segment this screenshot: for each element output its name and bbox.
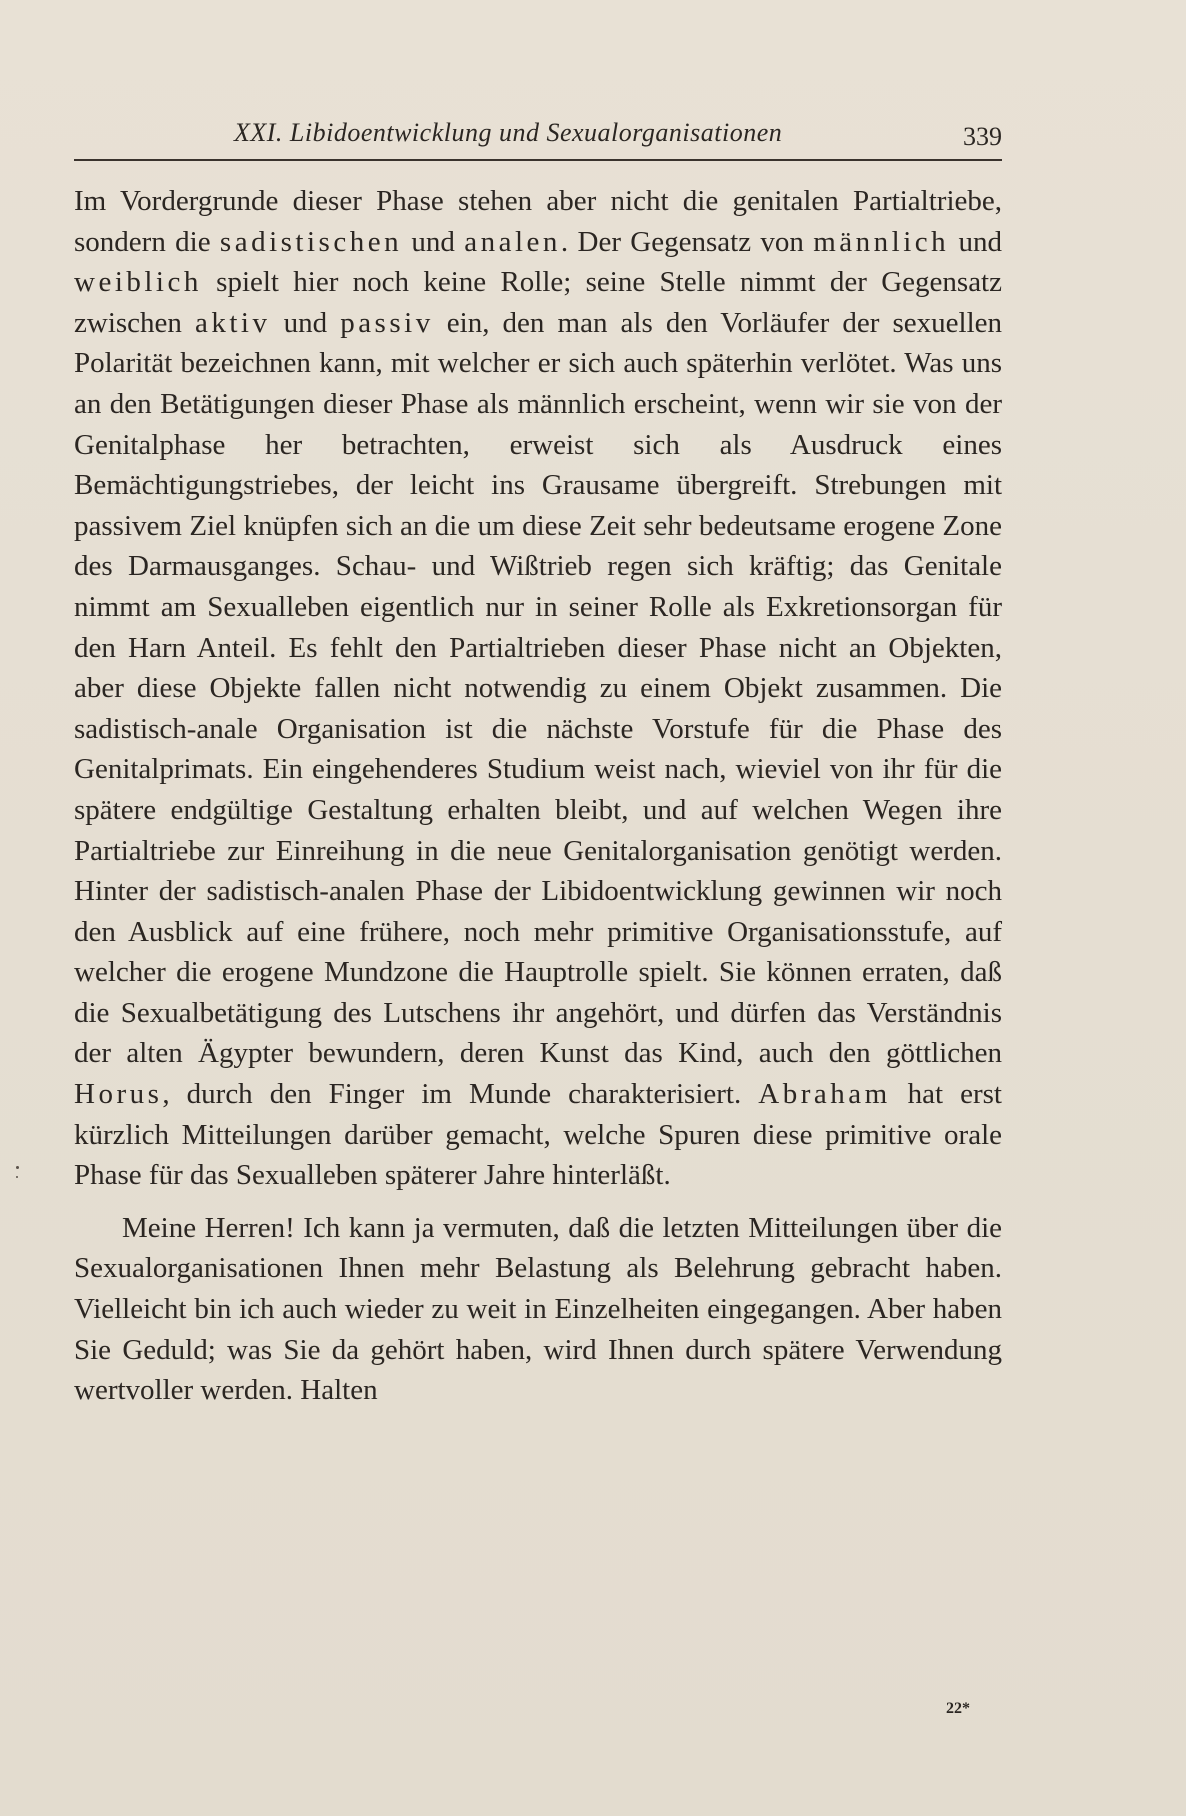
signature-mark: 22* (946, 1700, 970, 1717)
emphasis-maennlich: männlich (813, 225, 950, 258)
paragraph-2: Meine Herren! Ich kann ja vermuten, daß die letzten Mitteilungen über die Sexualorganisationen Ihnen mehr Belastung als Belehrung gebracht haben. Vielleicht bin ich auch wieder zu weit in Einzelheiten eingegangen. Aber haben Sie Geduld; was Sie da gehört haben, wird Ihnen durch spätere Verwendung wertvoller werden. Halten (74, 1211, 1002, 1407)
page-number: 339 (963, 122, 1002, 151)
emphasis-passiv: passiv (340, 306, 434, 339)
emphasis-sadistischen: sadistischen (219, 225, 403, 258)
text-run: Im Vordergrunde dieser Phase stehen aber nicht die genitalen Partialtriebe, sondern die (74, 185, 1002, 258)
text-run: und (270, 306, 341, 339)
text-run: und (949, 225, 1003, 258)
header-rule (74, 159, 1002, 161)
text-run: . Der Gegensatz von (560, 225, 814, 258)
emphasis-aktiv: aktiv (195, 306, 271, 339)
page-header (74, 118, 1002, 158)
body-text (74, 181, 1002, 1411)
text-run: , durch den Finger im Munde charakterisiert. (162, 1078, 759, 1111)
emphasis-analen: analen (464, 225, 561, 258)
text-run: hat erst kürzlich Mitteilungen darüber gemacht, welche Spuren diese primitive orale Phase für das Sexualleben späterer Jahre hinterläßt. (74, 1078, 1002, 1192)
text-run: ein, den man als den Vorläufer der sexuellen Polarität bezeichnen kann, mit welcher er sich auch späterhin verlötet. Was uns an den Betätigungen dieser Phase als männlich erscheint, wenn wir sie von der Genitalphase her betrachten, erweist sich als Ausdruck eines Bemächtigungstriebes, der leicht ins Grausame übergreift. Strebungen mit passivem Ziel knüpfen sich an die um diese Zeit sehr bedeutsame erogene Zone des Darmausganges. Schau- und Wißtrieb regen sich kräftig; das Genitale nimmt am Sexualleben eigentlich nur in seiner Rolle als Exkretionsorgan für den Harn Anteil. Es fehlt den Partialtrieben dieser Phase nicht an Objekten, aber diese Objekte fallen nicht notwendig zu einem Objekt zusammen. Die sadistisch-anale Organisation ist die nächste Vorstufe für die Phase des Genitalprimats. Ein eingehenderes Studium weist nach, wieviel von ihr für die spätere endgültige Gestaltung erhalten bleibt, und auf welchen Wegen ihre Partialtriebe zur Einreihung in die neue Genitalorganisation genötigt werden. Hinter der sadistisch-analen Phase der Libidoentwicklung gewinnen wir noch den Ausblick auf eine frühere, noch mehr primitive Organisationsstufe, auf welcher die erogene Mundzone die Hauptrolle spielt. Sie können erraten, daß die Sexualbetätigung des Lutschens ihr angehört, und dürfen das Verständnis der alten Ägypter bewundern, deren Kunst das Kind, auch den göttlichen (74, 306, 1002, 1070)
paper-speck (16, 1166, 19, 1169)
running-title: XXI. Libidoentwicklung und Sexualorganisationen (234, 118, 783, 147)
text-run: und (402, 225, 465, 258)
text-run: spielt hier noch keine Rolle; seine Stelle nimmt der Gegensatz zwischen (74, 266, 1002, 339)
emphasis-weiblich: weiblich (74, 266, 202, 299)
emphasis-abraham: Abraham (758, 1078, 891, 1111)
emphasis-horus: Horus (74, 1078, 163, 1111)
paragraph-1 (74, 181, 1002, 1196)
paper-speck (16, 1176, 18, 1178)
